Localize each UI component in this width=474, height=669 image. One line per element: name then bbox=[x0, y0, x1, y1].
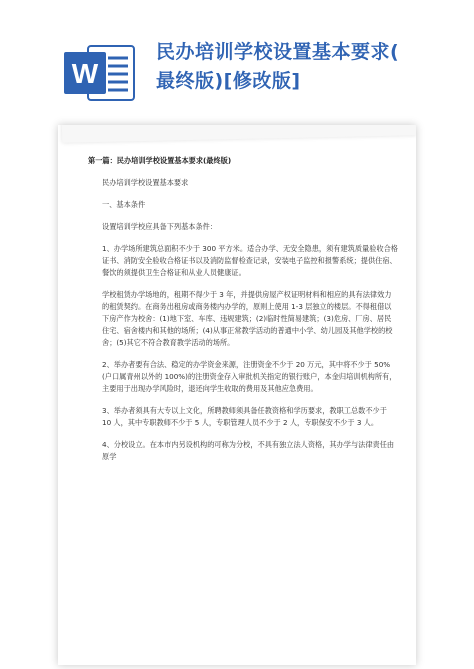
paragraph-item1: 1、办学场所建筑总面积不少于 300 平方米。适合办学、无安全隐患，须有建筑质量验收合格证书、消防安全验收合格证书以及消防监督检查记录，安装电子监控和报警系统；提供住宿、餐饮的须提供卫生合格证和从业人员健康证。 bbox=[102, 244, 398, 277]
page-title bbox=[156, 38, 456, 96]
paragraph-item2: 2、举办者要有合法、稳定的办学资金来源，注册资金不少于 20 万元，其中将不少于 50%(户口属青州以外的 100%)的注册资金存入审批机关指定的银行账户，本金归培训机构所有，主要用于出现办学风险时，退还向学生收取的费用及其他应急费用。 bbox=[102, 360, 397, 393]
section-heading: 一、基本条件 bbox=[102, 200, 146, 209]
document-page bbox=[58, 125, 416, 665]
page-shadow bbox=[62, 125, 416, 143]
paragraph-item1b: 学校租赁办学场地的，租期不得少于 3 年，并提供房屋产权证明材料和相应的具有法律效力的租赁契约。在商务出租房或商务楼内办学的，原则上使用 1-3 层独立的楼层。不得租借以下房产作为校舍：(1)地下室、车库、违规建筑；(2)临时性简易建筑；(3)危房、厂房、居民住宅、宿舍楼内和其他的场所；(4)从事正常教学活动的普通中小学、幼儿园及其他学校的校舍；(5)其它不符合教育教学活动的场所。 bbox=[102, 290, 393, 347]
word-document-icon bbox=[62, 42, 138, 104]
paragraph-intro: 设置培训学校应具备下列基本条件： bbox=[102, 222, 218, 231]
document-body bbox=[88, 155, 398, 473]
paragraph-item4: 4、分校设立。在本市内另设机构的可称为分校，不具有独立法人资格，其办学与法律责任由原学 bbox=[102, 440, 395, 461]
logo-letter: W bbox=[71, 58, 99, 89]
doc-heading: 第一篇：民办培训学校设置基本要求(最终版) bbox=[88, 156, 232, 165]
paragraph-item3: 3、举办者须具有大专以上文化，所聘教师须具备任教资格和学历要求，教职工总数不少于 10 人，其中专职教师不少于 5 人，专职管理人员不少于 2 人，专职保安不少于 3 人。 bbox=[102, 406, 387, 427]
doc-subheading: 民办培训学校设置基本要求 bbox=[102, 178, 189, 187]
title-line-2: 最终版)[修改版] bbox=[156, 70, 301, 92]
title-line-1: 民办培训学校设置基本要求( bbox=[156, 41, 400, 63]
document-header bbox=[0, 0, 474, 128]
